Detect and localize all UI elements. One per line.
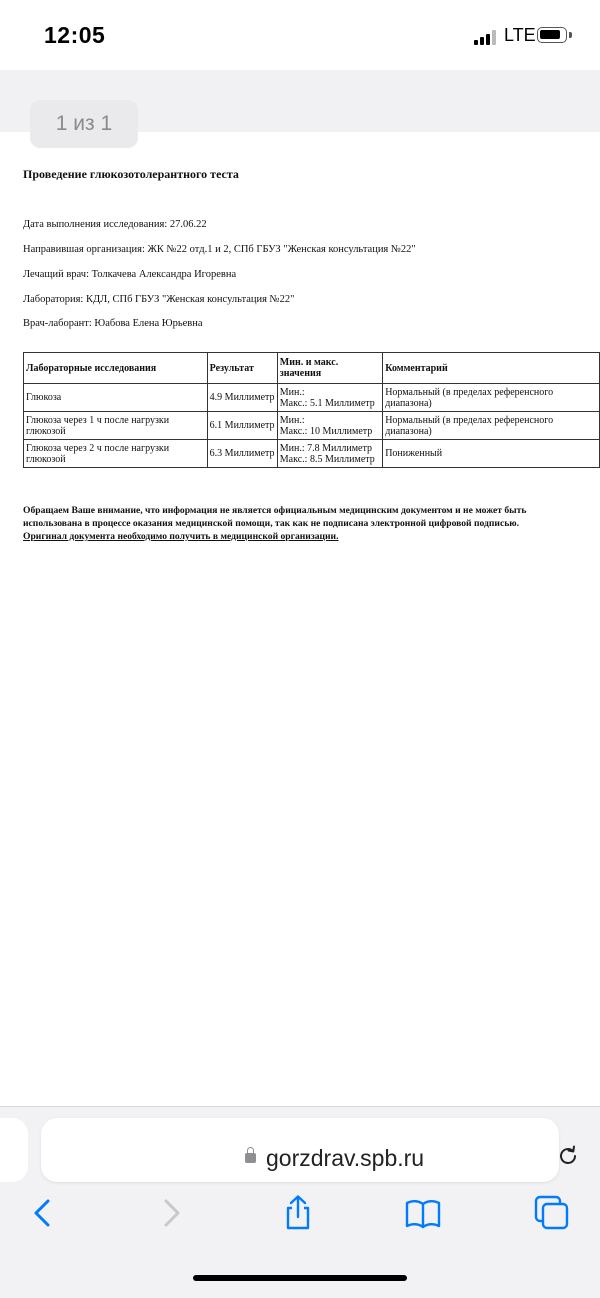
- previous-tab-preview[interactable]: [0, 1118, 28, 1182]
- cell-result: 4.9 Миллиметр: [207, 384, 277, 412]
- header-test: Лабораторные исследования: [24, 353, 208, 384]
- range-min: Мин.:: [279, 386, 305, 398]
- header-range: Мин. и макс. значения: [277, 353, 382, 384]
- cell-result: 6.1 Миллиметр: [207, 412, 277, 440]
- reload-icon[interactable]: [556, 1144, 580, 1168]
- cell-range: [277, 384, 382, 412]
- battery-icon: [537, 27, 567, 43]
- notice-line-1: Обращаем Ваше внимание, что информация не является официальным медицинским документом и не может быть: [23, 505, 527, 516]
- document-title: Проведение глюкозотолерантного теста: [23, 167, 239, 181]
- share-icon[interactable]: [278, 1193, 318, 1233]
- cell-comment: Пониженный: [383, 440, 600, 468]
- notice-line-2: использована в процессе оказания медицинской помощи, так как не подписана электронной цифровой подписью.: [23, 518, 520, 529]
- info-date: Дата выполнения исследования: 27.06.22: [23, 219, 207, 230]
- info-organization: Направившая организация: ЖК №22 отд.1 и 2, СПб ГБУЗ "Женская консультация №22": [23, 244, 416, 255]
- table-row: [24, 384, 600, 412]
- home-indicator: [193, 1275, 407, 1281]
- info-lab-doctor: Врач-лаборант: Юабова Елена Юрьевна: [23, 318, 203, 329]
- document-page: [0, 132, 600, 1106]
- table-row: [24, 412, 600, 440]
- table-row: [24, 440, 600, 468]
- bookmarks-icon[interactable]: [403, 1193, 443, 1233]
- range-min: Мин.:: [279, 414, 305, 426]
- lock-icon: [245, 1153, 256, 1163]
- back-icon[interactable]: [22, 1193, 62, 1233]
- url-text: gorzdrav.spb.ru: [266, 1145, 425, 1171]
- cell-range: [277, 440, 382, 468]
- cell-comment: Нормальный (в пределах референсного диапазона): [383, 384, 600, 412]
- info-doctor: Лечащий врач: Толкачева Александра Игоревна: [23, 269, 237, 280]
- notice-line-3: Оригинал документа необходимо получить в медицинской организации.: [23, 531, 339, 542]
- tabs-icon[interactable]: [532, 1193, 572, 1233]
- address-bar[interactable]: [41, 1118, 559, 1182]
- cell-test: Глюкоза через 1 ч после нагрузки глюкозой: [24, 412, 208, 440]
- cell-result: 6.3 Миллиметр: [207, 440, 277, 468]
- cell-range: [277, 412, 382, 440]
- battery-cap: [569, 32, 572, 38]
- cell-test: Глюкоза через 2 ч после нагрузки глюкозой: [24, 440, 208, 468]
- browser-toolbar: [0, 1106, 600, 1298]
- header-comment: Комментарий: [383, 353, 600, 384]
- status-bar: [0, 0, 600, 70]
- info-laboratory: Лаборатория: КДЛ, СПб ГБУЗ "Женская консультация №22": [23, 294, 295, 305]
- header-result: Результат: [207, 353, 277, 384]
- table-header-row: [24, 353, 600, 384]
- status-time: 12:05: [44, 22, 106, 48]
- range-max: Макс.: 5.1 Миллиметр: [279, 397, 375, 409]
- page-indicator: 1 из 1: [30, 100, 138, 148]
- cell-comment: Нормальный (в пределах референсного диапазона): [383, 412, 600, 440]
- range-max: Макс.: 10 Миллиметр: [279, 425, 373, 437]
- disclaimer-notice: [23, 504, 600, 543]
- forward-icon[interactable]: [152, 1193, 192, 1233]
- network-type: LTE: [504, 25, 536, 45]
- cell-test: Глюкоза: [24, 384, 208, 412]
- signal-strength-icon: [474, 29, 496, 45]
- results-table: [23, 352, 600, 468]
- range-min: Мин.: 7.8 Миллиметр: [279, 442, 372, 454]
- range-max: Макс.: 8.5 Миллиметр: [279, 453, 375, 465]
